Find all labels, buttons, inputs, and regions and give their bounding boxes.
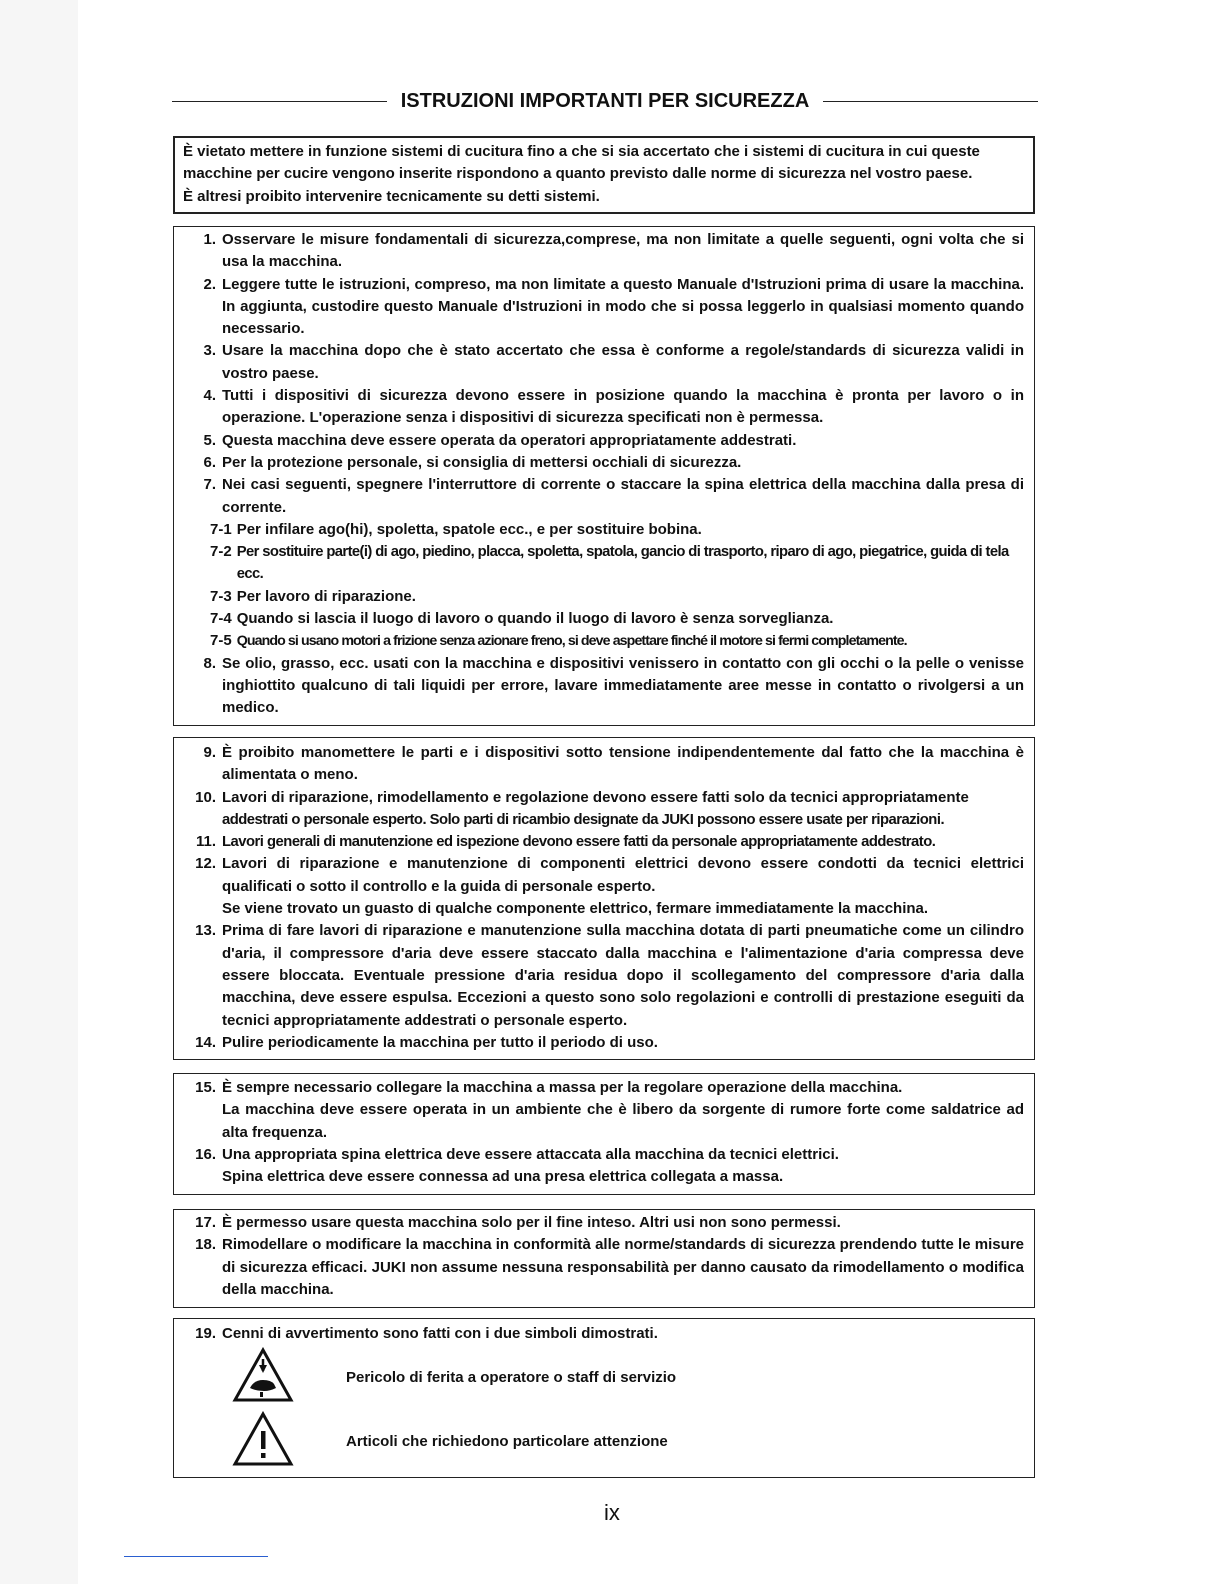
safety-section-general <box>173 226 1035 726</box>
item-text: Se olio, grasso, ecc. usati con la macchina e dispositivi venissero in contatto con gli occhi o la pelle o venisse inghiottito qualcuno di tali liquidi per errore, lavare immediatamente aree messe in contatto o rivolgersi a un medico. <box>222 654 1024 717</box>
page-header <box>172 86 1038 116</box>
exclamation-caution-icon <box>232 1411 294 1467</box>
item-number: 4. <box>203 387 216 405</box>
item-text: Per la protezione personale, si consiglia di mettersi occhiali di sicurezza. <box>222 453 742 471</box>
item-text: Cenni di avvertimento sono fatti con i due simboli dimostrati. <box>222 1325 658 1342</box>
subitem-number: 7-2 <box>210 543 232 561</box>
page-margin-shade <box>0 0 78 1584</box>
subitem-number: 7-3 <box>210 587 232 605</box>
footer-link-underline <box>124 1556 268 1557</box>
legal-warning-box <box>173 136 1035 214</box>
subitem-text: Per infilare ago(hi), spoletta, spatole ecc., e per sostituire bobina. <box>236 520 702 538</box>
safety-subitem <box>184 608 1024 630</box>
item-text-line: Lavori di riparazione, rimodellamento e regolazione devono essere fatti solo da tecnici appropriatamente <box>222 788 969 806</box>
subitem-text: Quando si lascia il luogo di lavoro o quando il luogo di lavoro è senza sorveglianza. <box>236 610 834 628</box>
item-text: È permesso usare questa macchina solo per il fine inteso. Altri usi non sono permessi. <box>222 1214 841 1231</box>
page-number: ix <box>604 1500 620 1525</box>
item-text: Usare la macchina dopo che è stato accertato che essa è conforme a regole/standards di sicurezza validi in vostro paese. <box>222 342 1024 382</box>
item-text-line: Se viene trovato un guasto di qualche componente elettrico, fermare immediatamente la macchina. <box>222 900 929 918</box>
safety-section-symbols <box>173 1318 1035 1478</box>
item-number: 11. <box>195 833 216 851</box>
item-number: 9. <box>203 744 216 761</box>
safety-item <box>184 452 1024 474</box>
injury-symbol-label: Pericolo di ferita a operatore o staff di servizio <box>346 1369 677 1386</box>
item-text-line: È sempre necessario collegare la macchina a massa per la regolare operazione della macchina. <box>222 1079 903 1096</box>
item-text-line: La macchina deve essere operata in un ambiente che è libero da sorgente di rumore forte come saldatrice ad alta frequenza. <box>222 1101 1024 1141</box>
safety-item <box>184 853 1024 920</box>
item-text: Leggere tutte le istruzioni, compreso, ma non limitate a questo Manuale d'Istruzioni prima di usare la macchina. In aggiunta, custodire questo Manuale d'Istruzioni in modo che si possa leggerlo in qualsiasi momento quando necessario. <box>222 275 1024 338</box>
item-text: Nei casi seguenti, spegnere l'interruttore di corrente o staccare la spina elettrica della macchina dalla presa di corrente. <box>222 476 1024 516</box>
safety-subitem <box>184 630 1024 652</box>
item-text-line: Una appropriata spina elettrica deve essere attaccata alla macchina da tecnici elettrici. <box>222 1145 839 1163</box>
item-number: 1. <box>203 231 216 248</box>
warning-line: È altresi proibito intervenire tecnicamente su detti sistemi. <box>183 187 600 205</box>
page-title: ISTRUZIONI IMPORTANTI PER SICUREZZA <box>400 89 810 112</box>
item-text-line: addestrati o personale esperto. Solo parti di ricambio designate da JUKI possono essere usate per riparazioni. <box>222 811 945 828</box>
header-rule-right <box>823 101 1038 102</box>
item-text: Prima di fare lavori di riparazione e manutenzione sulla macchina dotata di parti pneumatiche come un cilindro d'aria, il compressore d'aria deve essere staccato dalla macchina e l'alimentazione d'aria compressa deve essere bloccata. Eventuale pressione d'aria residua dopo il scollegamento del compressore d'aria dalla macchina, deve essere espulsa. Eccezioni a questo sono solo regolazioni e controlli di prestazione eseguiti da tecnici appropriatamente addestrati o personale esperto. <box>222 922 1024 1029</box>
item-number: 12. <box>195 855 216 873</box>
subitem-number: 7-4 <box>210 610 232 628</box>
caution-symbol-row <box>232 1411 294 1467</box>
item-text: Tutti i dispositivi di sicurezza devono essere in posizione quando la macchina è pronta per lavoro o in operazione. L'operazione senza i dispositivi di sicurezza specificati non è permessa. <box>222 387 1024 427</box>
safety-item <box>184 274 1024 341</box>
item-number: 3. <box>203 342 216 360</box>
safety-section-usage <box>173 1209 1035 1308</box>
safety-item <box>184 229 1024 274</box>
item-number: 17. <box>195 1214 216 1231</box>
hand-injury-warning-icon <box>232 1347 294 1403</box>
safety-item <box>184 474 1024 519</box>
item-number: 19. <box>195 1325 216 1342</box>
safety-item <box>184 920 1024 1031</box>
item-number: 6. <box>203 453 216 471</box>
item-number: 14. <box>195 1033 216 1051</box>
subitem-text: Quando si usano motori a frizione senza azionare freno, si deve aspettare finché il motore si fermi completamente. <box>236 633 907 650</box>
item-text: Lavori generali di manutenzione ed ispezione devono essere fatti da personale appropriatamente addestrato. <box>222 834 936 851</box>
item-number: 10. <box>195 788 216 806</box>
item-text-line: Lavori di riparazione e manutenzione di componenti elettrici devono essere condotti da tecnici elettrici qualificati o sotto il controllo e la guida di personale esperto. <box>222 855 1024 895</box>
safety-section-grounding <box>173 1073 1035 1195</box>
safety-item <box>184 787 1024 832</box>
item-text: Rimodellare o modificare la macchina in conformità alle norme/standards di sicurezza prendendo tutte le misure di sicurezza efficaci. JUKI non assume nessuna responsabilità per danno causato da rimodellamento o modifica della macchina. <box>222 1236 1024 1298</box>
item-number: 2. <box>203 275 216 293</box>
injury-symbol-row <box>232 1347 294 1403</box>
safety-item <box>184 742 1024 787</box>
item-text <box>222 1077 1024 1144</box>
item-number: 13. <box>195 922 216 940</box>
safety-item <box>184 653 1024 720</box>
safety-item <box>184 1144 1024 1189</box>
safety-item <box>184 1323 1024 1345</box>
safety-item <box>184 1032 1024 1054</box>
item-number: 15. <box>195 1079 216 1096</box>
item-number: 16. <box>195 1145 216 1163</box>
item-text <box>222 853 1024 920</box>
subitem-number: 7-5 <box>210 632 232 650</box>
item-number: 8. <box>203 654 216 672</box>
item-text: Questa macchina deve essere operata da operatori appropriatamente addestrati. <box>222 431 797 449</box>
item-text: Osservare le misure fondamentali di sicurezza,comprese, ma non limitate a quelle seguenti, ogni volta che si usa la macchina. <box>222 231 1024 271</box>
header-rule-left <box>172 101 387 102</box>
safety-item <box>184 1234 1024 1301</box>
safety-item <box>184 1077 1024 1144</box>
warning-line: È vietato mettere in funzione sistemi di cucitura fino a che si sia accertato che i sistemi di cucitura in cui queste <box>183 143 980 160</box>
safety-subitem <box>184 586 1024 608</box>
subitem-text: Per sostituire parte(i) di ago, piedino, placca, spoletta, spatola, gancio di trasporto, riparo di ago, piegatrice, guida di tela ecc. <box>236 544 1009 583</box>
safety-subitem <box>184 541 1024 586</box>
caution-symbol-label: Articoli che richiedono particolare attenzione <box>346 1433 668 1450</box>
item-text <box>222 787 1024 832</box>
safety-item <box>184 385 1024 430</box>
safety-subitem <box>184 519 1024 541</box>
warning-line: macchine per cucire vengono inserite rispondono a quanto previsto dalle norme di sicurezza nel vostro paese. <box>183 165 973 183</box>
item-text <box>222 1144 1024 1189</box>
safety-item <box>184 831 1024 853</box>
item-number: 18. <box>195 1236 216 1254</box>
safety-item <box>184 340 1024 385</box>
item-text: È proibito manomettere le parti e i dispositivi sotto tensione indipendentemente dal fatto che la macchina è alimentata o meno. <box>222 744 1024 784</box>
item-number: 5. <box>203 431 216 449</box>
safety-item <box>184 430 1024 452</box>
subitem-number: 7-1 <box>210 520 232 538</box>
item-number: 7. <box>203 476 216 494</box>
item-text-line: Spina elettrica deve essere connessa ad una presa elettrica collegata a massa. <box>222 1168 784 1186</box>
item-text: Pulire periodicamente la macchina per tutto il periodo di uso. <box>222 1033 658 1051</box>
safety-section-maintenance <box>173 737 1035 1060</box>
safety-item <box>184 1212 1024 1234</box>
subitem-text: Per lavoro di riparazione. <box>236 587 416 605</box>
